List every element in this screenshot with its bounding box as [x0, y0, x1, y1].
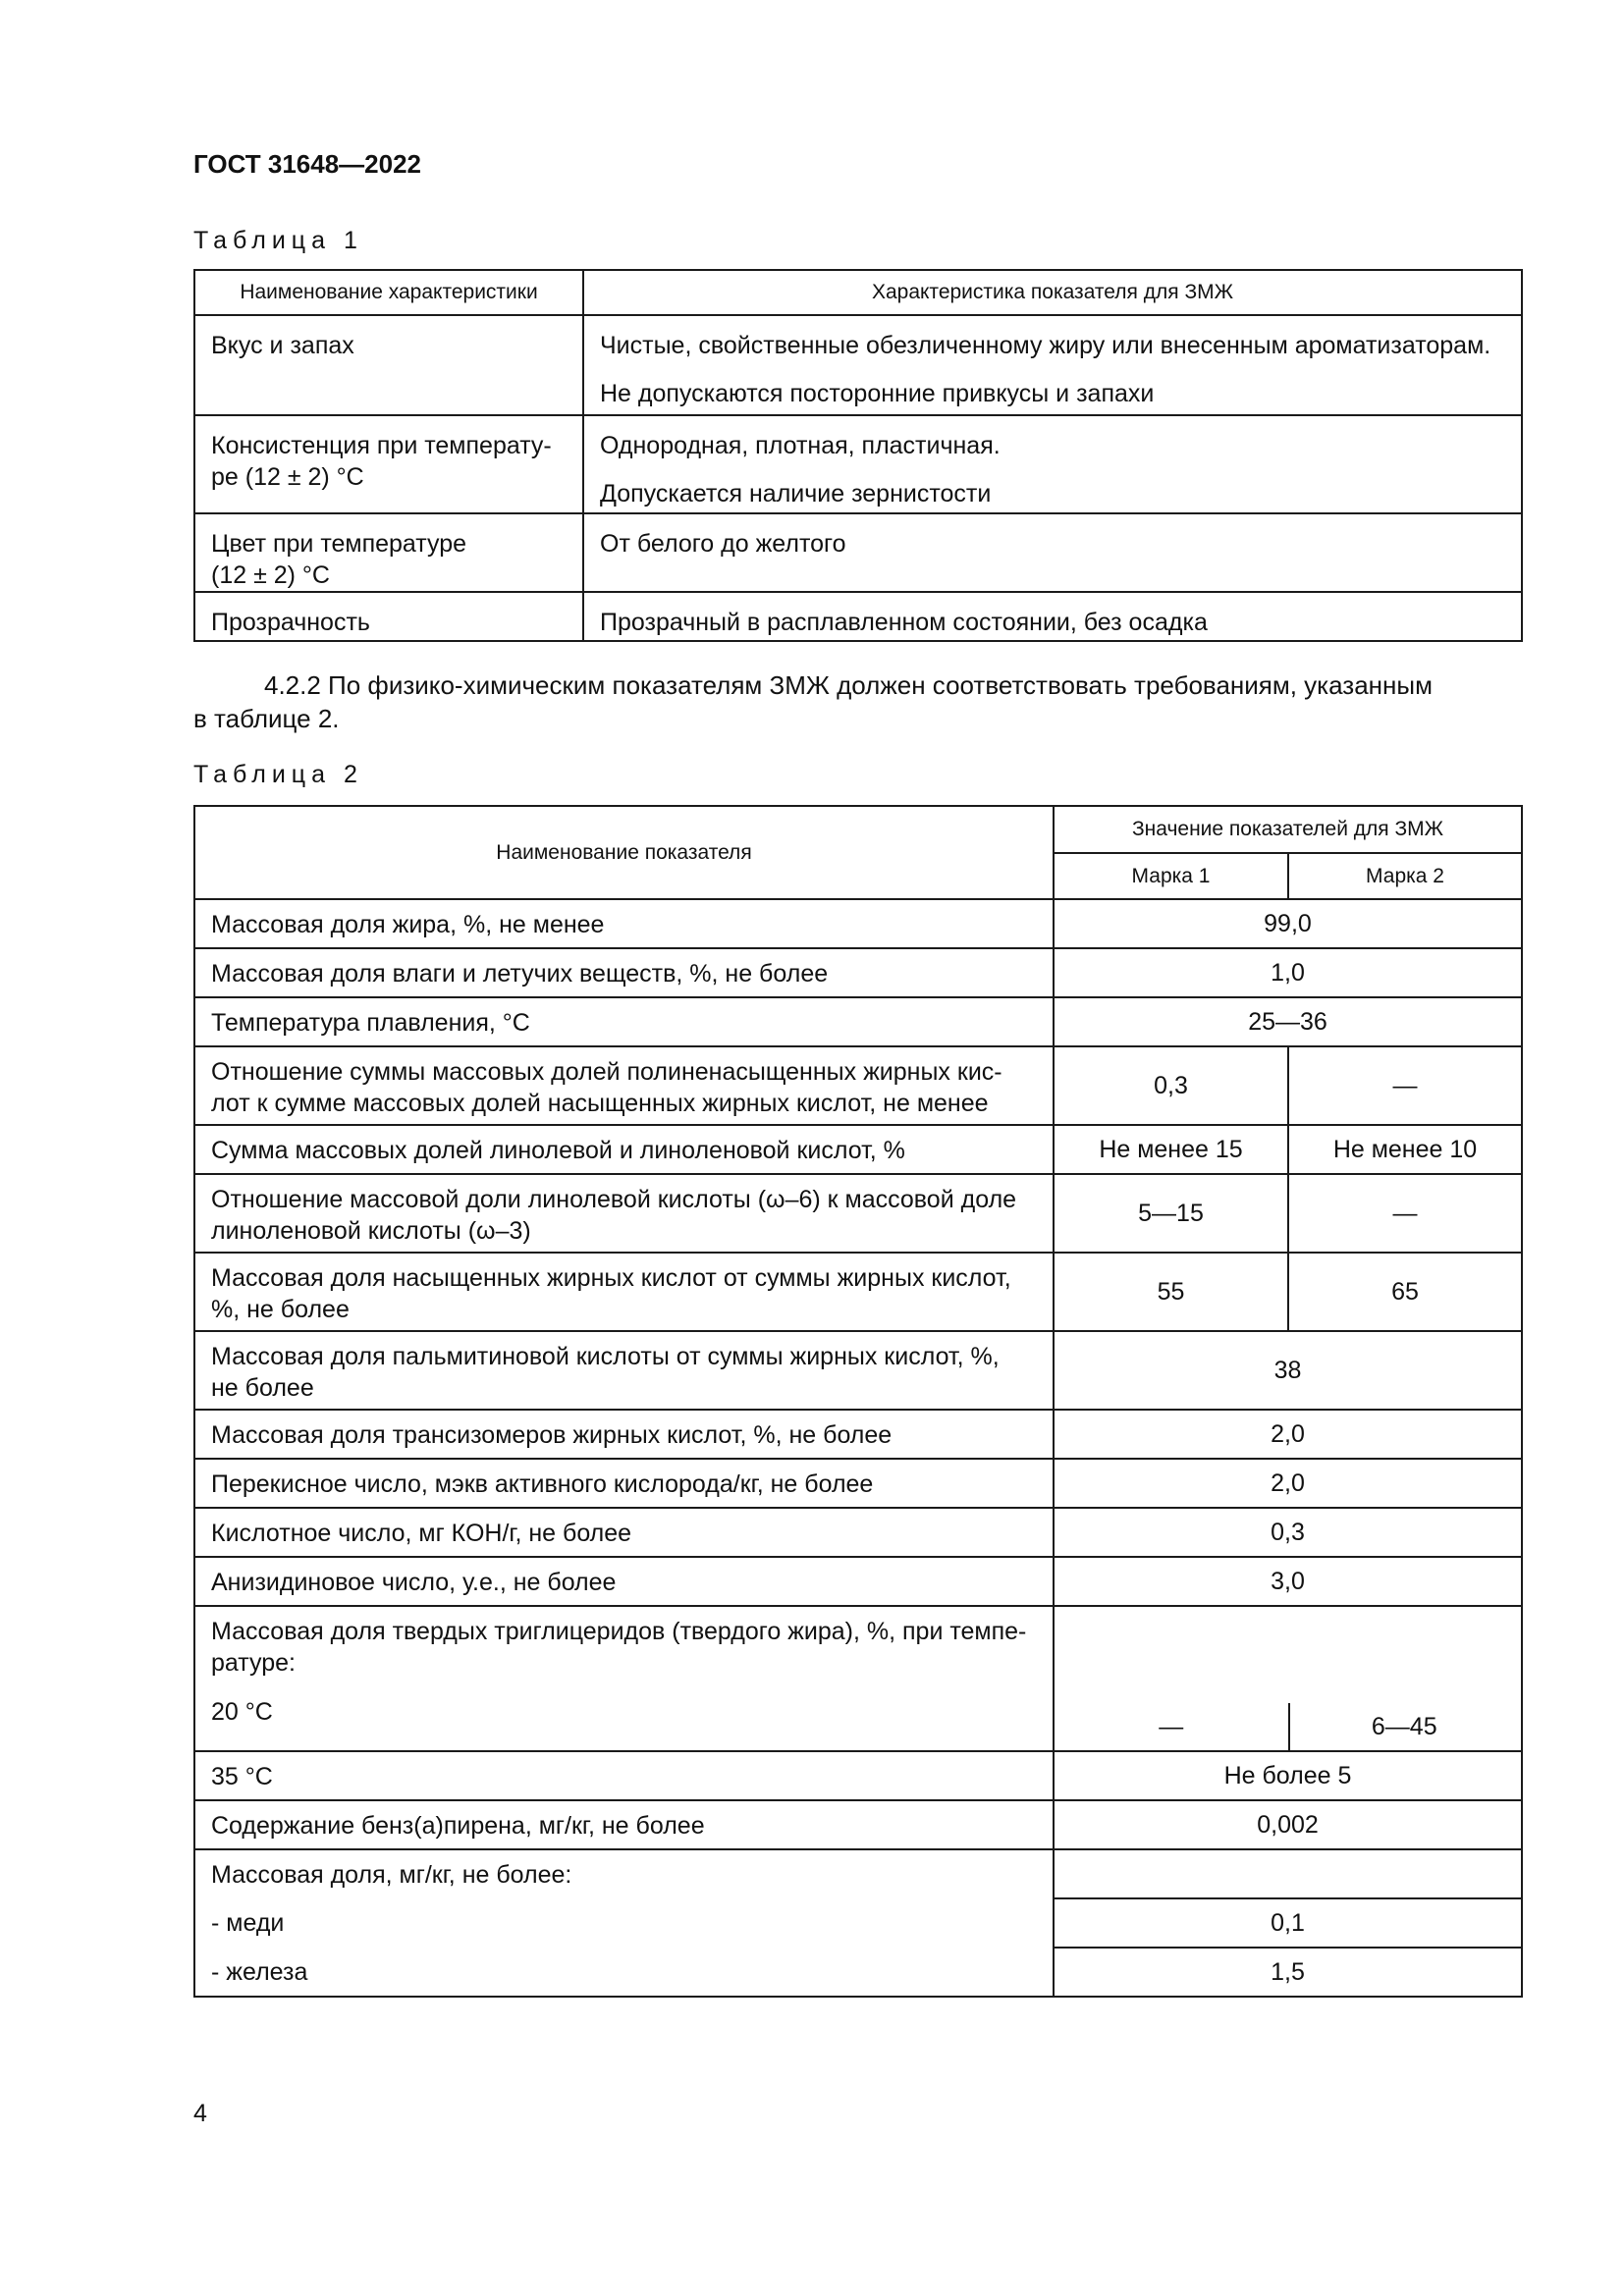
table1-header-name: Наименование характеристики	[194, 270, 583, 315]
table-row	[194, 1331, 1522, 1410]
row-label: Сумма массовых долей линолевой и линоленовой кислот, %	[211, 1137, 905, 1164]
row-label-20c: 20 °С	[211, 1698, 273, 1726]
row-value-mark2: —	[1288, 1174, 1522, 1253]
row-label: лот к сумме массовых долей насыщенных жирных кислот, не менее	[211, 1090, 989, 1117]
row-label: Отношение массовой доли линолевой кислоты (ω–6) к массовой доле	[211, 1186, 1017, 1213]
table-row	[194, 948, 1522, 997]
table-row	[194, 1508, 1522, 1557]
table-row	[194, 1849, 1522, 1898]
row-value-mark1: Не менее 15	[1054, 1125, 1288, 1174]
table2-header-values: Значение показателей для ЗМЖ	[1054, 806, 1522, 853]
row-value: 0,1	[1054, 1898, 1522, 1948]
row-label: (12 ± 2) °С	[211, 561, 330, 589]
row-label: Прозрачность	[211, 609, 370, 636]
row-value: 2,0	[1054, 1459, 1522, 1508]
table2-caption: Таблица 2	[193, 761, 363, 788]
row-label: Массовая доля твердых триглицеридов (твердого жира), %, при темпе-	[211, 1618, 1027, 1645]
paragraph-line: 4.2.2 По физико-химическим показателям ЗМЖ должен соответствовать требованиям, указанным	[264, 670, 1433, 700]
row-label: не более	[211, 1374, 314, 1402]
row-value: 38	[1054, 1331, 1522, 1410]
paragraph-4-2-2	[193, 668, 1520, 735]
row-value-mark2: Не менее 10	[1288, 1125, 1522, 1174]
row-label: Массовая доля жира, %, не менее	[211, 911, 605, 938]
row-label: Массовая доля пальмитиновой кислоты от суммы жирных кислот, %,	[211, 1343, 1000, 1370]
row-label: Массовая доля, мг/кг, не более:	[211, 1861, 572, 1889]
table2-header-name: Наименование показателя	[194, 806, 1054, 899]
table-row	[194, 1459, 1522, 1508]
table-row	[194, 1948, 1522, 1997]
table-row	[194, 1751, 1522, 1800]
table-row	[194, 315, 1522, 415]
row-label: Вкус и запах	[211, 332, 354, 359]
row-value: Не более 5	[1054, 1751, 1522, 1800]
row-label-35c: 35 °С	[211, 1763, 273, 1790]
row-value: 1,0	[1054, 948, 1522, 997]
row-label-copper: - меди	[211, 1909, 285, 1937]
page-number: 4	[193, 2100, 207, 2127]
table1-header-value: Характеристика показателя для ЗМЖ	[583, 270, 1522, 315]
row-label: Кислотное число, мг КОН/г, не более	[211, 1520, 632, 1547]
table-row	[194, 997, 1522, 1046]
table-row	[194, 1174, 1522, 1253]
table-row	[194, 513, 1522, 592]
row-text: От белого до желтого	[600, 530, 846, 558]
row-value-mark2: 65	[1288, 1253, 1522, 1331]
row-label: Массовая доля насыщенных жирных кислот от суммы жирных кислот,	[211, 1264, 1011, 1292]
row-value: 99,0	[1054, 899, 1522, 948]
table-row	[194, 1046, 1522, 1125]
row-value: 0,3	[1054, 1508, 1522, 1557]
table2-header-mark1: Марка 1	[1054, 853, 1288, 899]
table-row	[194, 1557, 1522, 1606]
row-value-mark2: —	[1288, 1046, 1522, 1125]
table-row	[194, 1410, 1522, 1459]
row-label: Содержание бенз(а)пирена, мг/кг, не более	[211, 1812, 705, 1840]
row-value: 25—36	[1054, 997, 1522, 1046]
paragraph-line: в таблице 2.	[193, 704, 340, 733]
table-row	[194, 1800, 1522, 1849]
column-divider	[1288, 1703, 1290, 1750]
row-value: 3,0	[1054, 1557, 1522, 1606]
table2-header-mark2: Марка 2	[1288, 853, 1522, 899]
row-value-mark2: 6—45	[1371, 1713, 1437, 1740]
table-row	[194, 1253, 1522, 1331]
table1	[193, 269, 1523, 642]
table-row	[194, 415, 1522, 513]
table-row	[194, 1606, 1522, 1751]
row-label: %, не более	[211, 1296, 350, 1323]
row-value-mark1: 0,3	[1054, 1046, 1288, 1125]
row-value: 2,0	[1054, 1410, 1522, 1459]
row-label: Температура плавления, °С	[211, 1009, 530, 1037]
row-label-iron: - железа	[211, 1958, 308, 1986]
row-label: Массовая доля влаги и летучих веществ, %, не более	[211, 960, 829, 988]
row-value: 1,5	[1054, 1948, 1522, 1997]
row-text: Прозрачный в расплавленном состоянии, без осадка	[600, 609, 1208, 636]
document-code: ГОСТ 31648—2022	[193, 149, 421, 179]
row-value-mark1: —	[1159, 1713, 1184, 1740]
row-label: Анизидиновое число, у.е., не более	[211, 1569, 617, 1596]
table-row	[194, 592, 1522, 641]
table-row	[194, 899, 1522, 948]
row-label: Массовая доля трансизомеров жирных кислот, %, не более	[211, 1421, 893, 1449]
row-label: Консистенция при температу-	[211, 432, 552, 459]
row-label: Отношение суммы массовых долей полиненасыщенных жирных кис-	[211, 1058, 1002, 1086]
row-label: ратуре:	[211, 1649, 296, 1677]
table-row	[194, 1898, 1522, 1948]
row-text: Не допускаются посторонние привкусы и запахи	[600, 380, 1155, 407]
table2	[193, 805, 1523, 1998]
row-text: Однородная, плотная, пластичная.	[600, 432, 1001, 459]
row-value-mark1: 55	[1054, 1253, 1288, 1331]
table1-caption: Таблица 1	[193, 227, 363, 254]
row-text: Допускается наличие зернистости	[600, 480, 992, 507]
row-value: 0,002	[1054, 1800, 1522, 1849]
row-label: ре (12 ± 2) °С	[211, 463, 364, 491]
row-label: линоленовой кислоты (ω–3)	[211, 1217, 531, 1245]
row-label: Цвет при температуре	[211, 530, 467, 558]
row-label: Перекисное число, мэкв активного кислорода/кг, не более	[211, 1470, 874, 1498]
row-value-mark1: 5—15	[1054, 1174, 1288, 1253]
row-text: Чистые, свойственные обезличенному жиру или внесенным ароматизаторам.	[600, 332, 1491, 359]
table-row	[194, 1125, 1522, 1174]
